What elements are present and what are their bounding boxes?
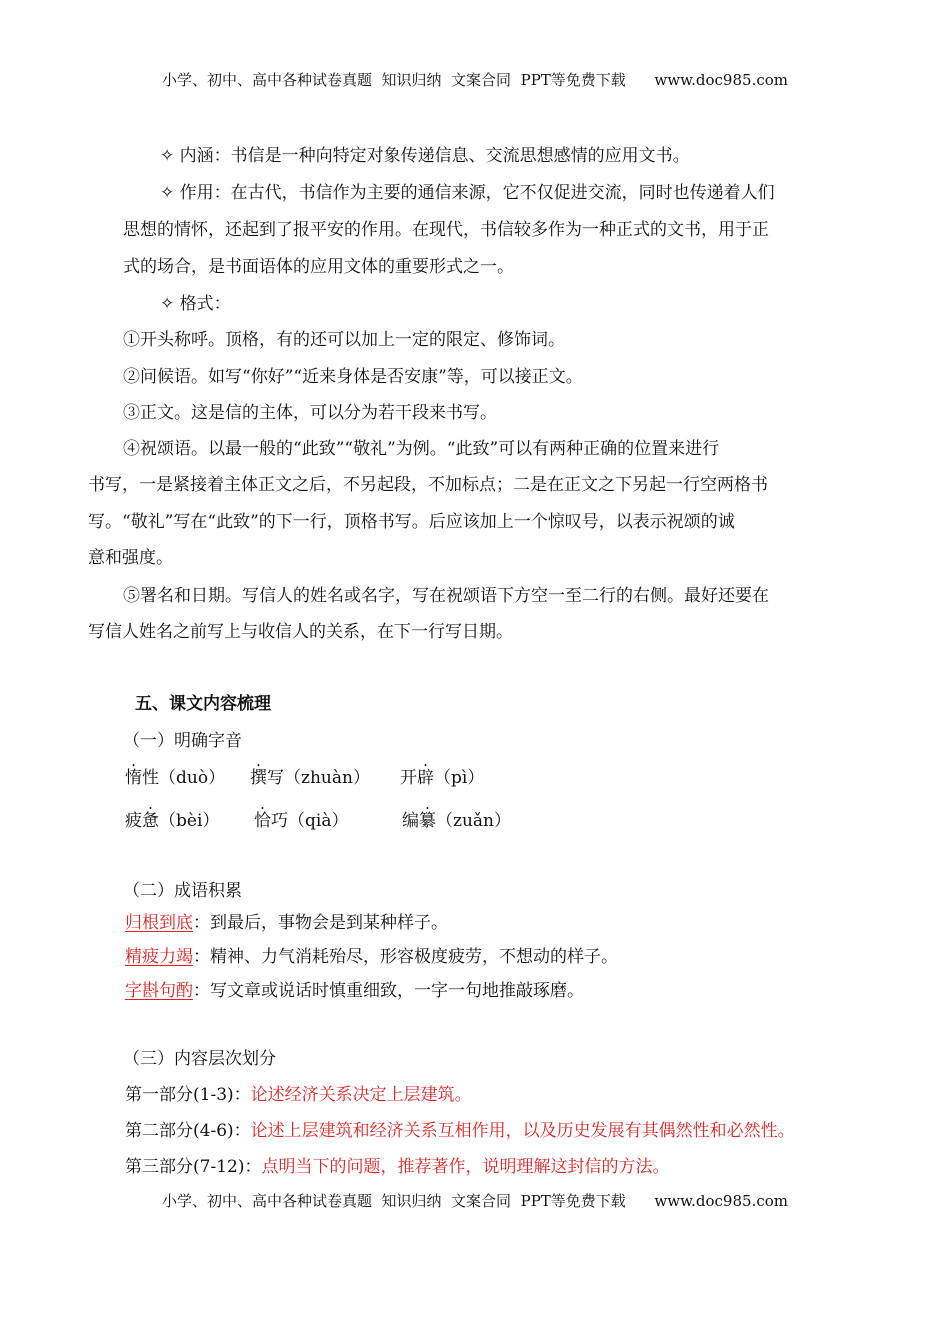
format-item-4-line-2: 书写，一是紧接着主体正文之后，不另起段，不加标点；二是在正文之下另起一行空两格书	[88, 475, 768, 495]
part-item	[125, 1084, 472, 1106]
part-item	[125, 1156, 669, 1178]
part-text: 点明当下的问题，推荐著作，说明理解这封信的方法。	[261, 1157, 670, 1177]
format-item-4-line-3: 写。“敬礼”写在“此致”的下一行，顶格书写。后应该加上一个惊叹号，以表示祝颂的诚	[88, 512, 735, 532]
pronunciation-item	[400, 767, 484, 789]
pronunciation-title: （一）明确字音	[123, 731, 242, 751]
idiom-title: （二）成语积累	[123, 881, 242, 901]
format-label: ✧ 格式：	[160, 294, 231, 314]
format-item-4-line-4: 意和强度。	[88, 548, 173, 568]
page-header: 小学、初中、高中各种试卷真题 知识归纳 文案合同 PPT等免费下载 www.doc985.com	[161, 71, 788, 89]
part-item	[125, 1120, 795, 1142]
idiom-def: ：到最后，事物会是到某种样子。	[193, 913, 448, 933]
function-line-2: 思想的情怀，还起到了报平安的作用。在现代，书信较多作为一种正式的文书，用于正	[123, 220, 769, 240]
pron-post: 巧（qià）	[271, 811, 349, 831]
pron-char: 惫	[142, 811, 159, 831]
pron-pre: 编	[402, 811, 419, 831]
function-line-3: 式的场合，是书面语体的应用文体的重要形式之一。	[123, 257, 514, 277]
part-label: 第一部分(1-3)：	[125, 1085, 251, 1105]
pron-pre: 开	[400, 768, 417, 788]
pron-pre: 疲	[125, 811, 142, 831]
pron-char: 辟	[417, 768, 434, 788]
page-footer: 小学、初中、高中各种试卷真题 知识归纳 文案合同 PPT等免费下载 www.doc985.com	[161, 1192, 788, 1210]
idiom-item	[125, 912, 448, 934]
idiom-word: 归根到底	[125, 913, 193, 933]
parts-title: （三）内容层次划分	[123, 1049, 276, 1069]
pron-post: 性（duò）	[142, 768, 226, 788]
connotation-line: ✧ 内涵：书信是一种向特定对象传递信息、交流思想感情的应用文书。	[160, 146, 690, 166]
pron-char: 撰	[250, 768, 267, 788]
pron-post: （pì）	[434, 768, 485, 788]
part-text: 论述上层建筑和经济关系互相作用，以及历史发展有其偶然性和必然性。	[250, 1121, 795, 1141]
pron-char: 惰	[125, 768, 142, 788]
format-item-3: ③正文。这是信的主体，可以分为若干段来书写。	[123, 403, 497, 423]
pronunciation-item	[254, 810, 348, 832]
pronunciation-item	[250, 767, 370, 789]
pronunciation-item	[125, 810, 219, 832]
idiom-word: 精疲力竭	[125, 947, 193, 967]
part-label: 第三部分(7-12)：	[125, 1157, 262, 1177]
format-item-5-line-2: 写信人姓名之前写上与收信人的关系，在下一行写日期。	[88, 622, 513, 642]
idiom-item	[125, 980, 584, 1002]
idiom-def: ：写文章或说话时慎重细致，一字一句地推敲琢磨。	[193, 981, 584, 1001]
format-item-1: ①开头称呼。顶格，有的还可以加上一定的限定、修饰词。	[123, 330, 565, 350]
idiom-word: 字斟句酌	[125, 981, 193, 1001]
pron-post: （zuǎn）	[436, 811, 511, 831]
format-item-4-line-1: ④祝颂语。以最一般的“此致”“敬礼”为例。“此致”可以有两种正确的位置来进行	[123, 439, 720, 459]
pron-post: 写（zhuàn）	[267, 768, 370, 788]
idiom-item	[125, 946, 618, 968]
format-item-2: ②问候语。如写“你好”“近来身体是否安康”等，可以接正文。	[123, 367, 583, 387]
pron-char: 纂	[419, 811, 436, 831]
function-line-1: ✧ 作用：在古代，书信作为主要的通信来源，它不仅促进交流，同时也传递着人们	[160, 183, 775, 203]
pronunciation-item	[125, 767, 225, 789]
part-text: 论述经济关系决定上层建筑。	[250, 1085, 472, 1105]
pron-char: 恰	[254, 811, 271, 831]
part-label: 第二部分(4-6)：	[125, 1121, 251, 1141]
pron-post: （bèi）	[159, 811, 220, 831]
section-title: 五、课文内容梳理	[135, 694, 271, 714]
format-item-5-line-1: ⑤署名和日期。写信人的姓名或名字，写在祝颂语下方空一至二行的右侧。最好还要在	[123, 586, 769, 606]
idiom-def: ：精神、力气消耗殆尽，形容极度疲劳，不想动的样子。	[193, 947, 618, 967]
pronunciation-item	[402, 810, 511, 832]
